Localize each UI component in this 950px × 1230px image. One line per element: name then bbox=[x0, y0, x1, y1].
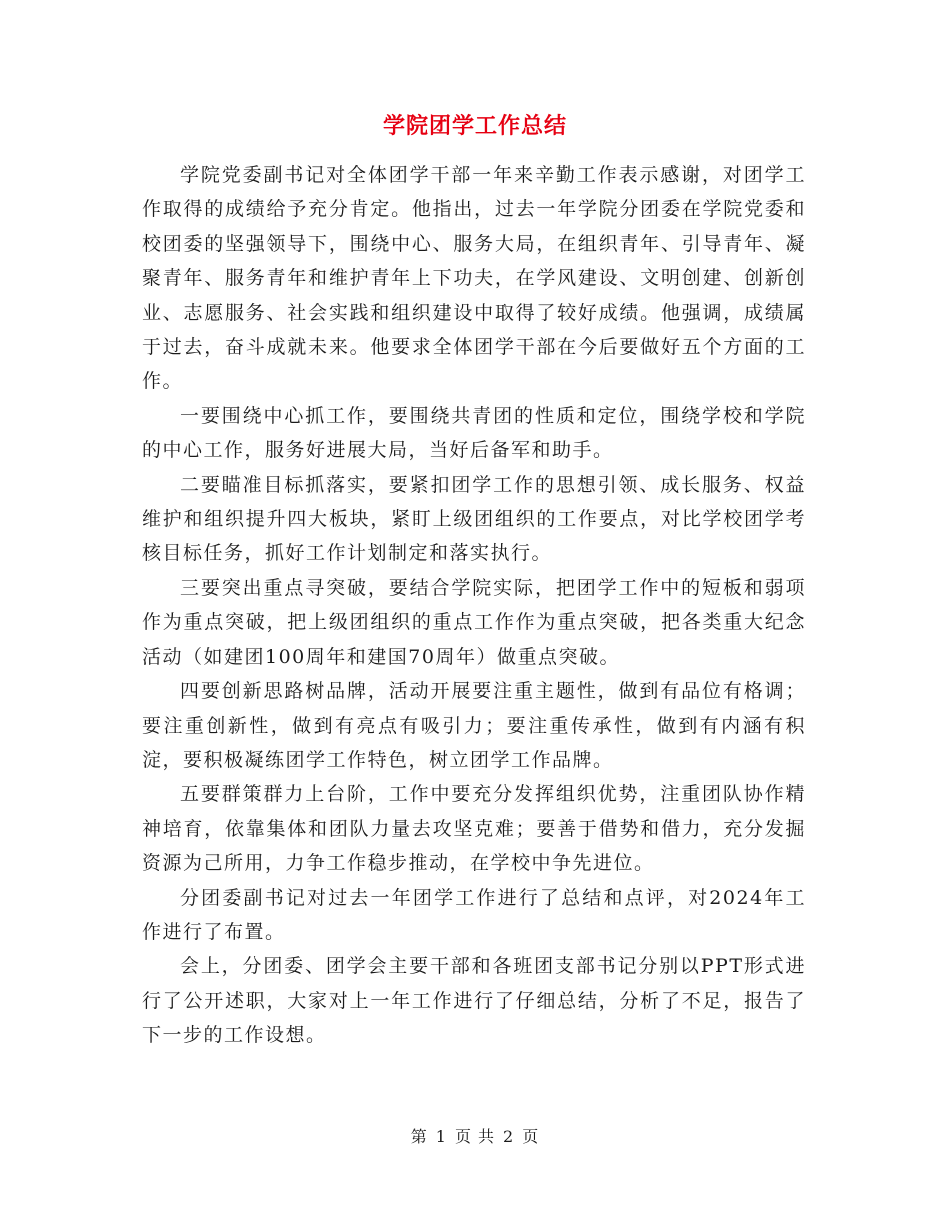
footer-mid: 页 共 bbox=[454, 1127, 496, 1146]
footer-prefix: 第 bbox=[410, 1127, 428, 1146]
paragraph-point-5: 五要群策群力上台阶，工作中要充分发挥组织优势，注重团队协作精神培育，依靠集体和团队力量去攻坚克难；要善于借势和借力，充分发掘资源为己所用，力争工作稳步推动，在学校中争先进位。 bbox=[142, 783, 806, 875]
document-body bbox=[142, 158, 806, 1053]
page-footer bbox=[0, 1126, 950, 1148]
footer-current-page: 1 bbox=[435, 1127, 447, 1146]
paragraph-summary: 分团委副书记对过去一年团学工作进行了总结和点评，对2024年工作进行了布置。 bbox=[142, 886, 806, 943]
paragraph-point-2: 二要瞄准目标抓落实，要紧扣团学工作的思想引领、成长服务、权益维护和组织提升四大板块，紧盯上级团组织的工作要点，对比学校团学考核目标任务，抓好工作计划制定和落实执行。 bbox=[142, 473, 806, 565]
paragraph-point-3: 三要突出重点寻突破，要结合学院实际，把团学工作中的短板和弱项作为重点突破，把上级团组织的重点工作作为重点突破，把各类重大纪念活动（如建团100周年和建国70周年）做重点突破。 bbox=[142, 576, 806, 668]
paragraph-point-1: 一要围绕中心抓工作，要围绕共青团的性质和定位，围绕学校和学院的中心工作，服务好进展大局，当好后备军和助手。 bbox=[142, 404, 806, 462]
paragraph-point-4: 四要创新思路树品牌，活动开展要注重主题性，做到有品位有格调；要注重创新性，做到有亮点有吸引力；要注重传承性，做到有内涵有积淀，要积极凝练团学工作特色，树立团学工作品牌。 bbox=[142, 680, 806, 771]
document-title: 学院团学工作总结 bbox=[382, 114, 567, 139]
paragraph-intro: 学院党委副书记对全体团学干部一年来辛勤工作表示感谢，对团学工作取得的成绩给予充分肯定。他指出，过去一年学院分团委在学院党委和校团委的坚强领导下，围绕中心、服务大局，在组织青年、引导青年、凝聚青年、服务青年和维护青年上下功夫，在学风建设、文明创建、创新创业、志愿服务、社会实践和组织建设中取得了较好成绩。他强调，成绩属于过去，奋斗成就未来。他要求全体团学干部在今后要做好五个方面的工作。 bbox=[142, 164, 806, 393]
footer-total-pages: 2 bbox=[503, 1127, 515, 1146]
paragraph-meeting: 会上，分团委、团学会主要干部和各班团支部书记分别以PPT形式进行了公开述职，大家对上一年工作进行了仔细总结，分析了不足，报告了下一步的工作设想。 bbox=[142, 955, 806, 1047]
footer-suffix: 页 bbox=[522, 1127, 540, 1146]
